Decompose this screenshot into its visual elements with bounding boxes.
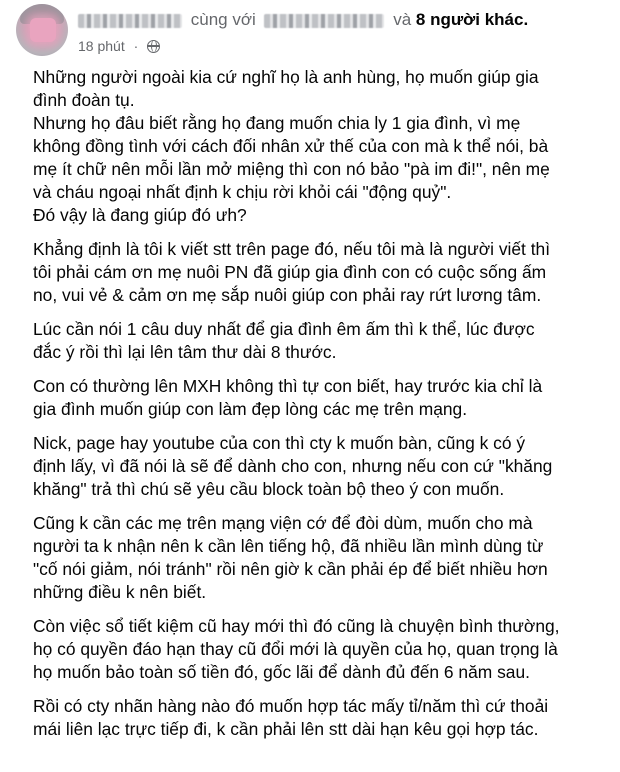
post-meta xyxy=(78,36,160,56)
author-avatar[interactable] xyxy=(16,4,68,56)
post-header xyxy=(16,4,616,64)
tagged-name-redacted[interactable] xyxy=(264,14,384,28)
post-paragraph xyxy=(33,615,617,684)
post-text-line: Rồi có cty nhãn hàng nào đó muốn hợp tác mấy tỉ/năm thì cứ thoải xyxy=(33,696,549,716)
post-text-line: Đó vậy là đang giúp đó ưh? xyxy=(33,205,247,225)
post-timestamp[interactable]: 18 phút xyxy=(78,38,125,54)
post-text-line: những điều k nên biết. xyxy=(33,582,207,602)
post-paragraph xyxy=(33,318,617,364)
post-text-line: Còn việc sổ tiết kiệm cũ hay mới thì đó cũng là chuyện bình thường, xyxy=(33,616,560,636)
post-paragraph xyxy=(33,66,617,227)
post-paragraph xyxy=(33,432,617,501)
others-link[interactable]: 8 người khác. xyxy=(415,10,529,29)
post-text-line: mẹ ít chữ nên mỗi lần mở miệng thì con nó bảo "pà im đi!", nên mẹ xyxy=(33,159,550,179)
post-paragraph xyxy=(33,512,617,604)
post-text-line: đình đoàn tụ. xyxy=(33,90,135,110)
post-text-line: gia đình muốn giúp con làm đẹp lòng các mẹ trên mạng. xyxy=(33,399,468,419)
post-text-line: Con có thường lên MXH không thì tự con biết, hay trước kia chỉ là xyxy=(33,376,543,396)
avatar-blur-face xyxy=(30,18,56,42)
author-name-redacted[interactable] xyxy=(78,14,182,28)
post-text-line: khăng" trả thì chú sẽ yêu cầu block toàn bộ theo ý con muốn. xyxy=(33,479,505,499)
post-text-line: và cháu ngoại nhất định k chịu rời khỏi cái "động quỷ". xyxy=(33,182,452,202)
post-text-line: no, vui vẻ & cảm ơn mẹ sắp nuôi giúp con phải ray rứt lương tâm. xyxy=(33,285,542,305)
post-paragraph xyxy=(33,375,617,421)
post-title-line xyxy=(78,8,528,32)
post-paragraph xyxy=(33,238,617,307)
post-text-line: người ta k nhận nên k cần lên tiếng hộ, đã nhiều lần mình dùng từ xyxy=(33,536,544,556)
and-text: và xyxy=(393,10,412,29)
post-text-line: định lấy, vì đã nói là sẽ để dành cho con, nhưng nếu con cứ "khăng xyxy=(33,456,553,476)
post-text-line: họ có quyền đáo hạn thay cũ đổi mới là quyền của họ, quan trọng là xyxy=(33,639,558,659)
post-text-line: Cũng k cần các mẹ trên mạng viện cớ để đòi dùm, muốn cho mà xyxy=(33,513,533,533)
meta-separator: · xyxy=(133,38,139,54)
post-text-line: "cố nói giảm, nói tránh" rồi nên giờ k cần phải ép để biết nhiều hơn xyxy=(33,559,548,579)
post-text-line: Nhưng họ đâu biết rằng họ đang muốn chia ly 1 gia đình, vì mẹ xyxy=(33,113,521,133)
post-text-line: Những người ngoài kia cứ nghĩ họ là anh hùng, họ muốn giúp gia xyxy=(33,67,539,87)
globe-icon[interactable] xyxy=(147,40,160,53)
post-text-line: họ muốn bảo toàn số tiền đó, gốc lãi để dành đủ đến 6 năm sau. xyxy=(33,662,530,682)
post-text-line: Nick, page hay youtube của con thì cty k muốn bàn, cũng k có ý xyxy=(33,433,526,453)
post-body xyxy=(33,66,617,741)
post-paragraph xyxy=(33,695,617,741)
post-text-line: đắc ý rồi thì lại lên tâm thư dài 8 thước. xyxy=(33,342,337,362)
post-text-line: Khẳng định là tôi k viết stt trên page đó, nếu tôi mà là người viết thì xyxy=(33,239,551,259)
post-text-line: tôi phải cám ơn mẹ nuôi PN đã giúp gia đình con có cuộc sống ấm xyxy=(33,262,547,282)
post-text-line: không đồng tình với cách đối nhân xử thế của con mà k thể nói, bà xyxy=(33,136,549,156)
post-text-line: Lúc cần nói 1 câu duy nhất để gia đình êm ấm thì k thể, lúc được xyxy=(33,319,535,339)
with-text: cùng với xyxy=(190,10,256,29)
post-text-line: mái liên lạc trực tiếp đi, k cần phải lên stt dài hạn kêu gọi hợp tác. xyxy=(33,719,539,739)
